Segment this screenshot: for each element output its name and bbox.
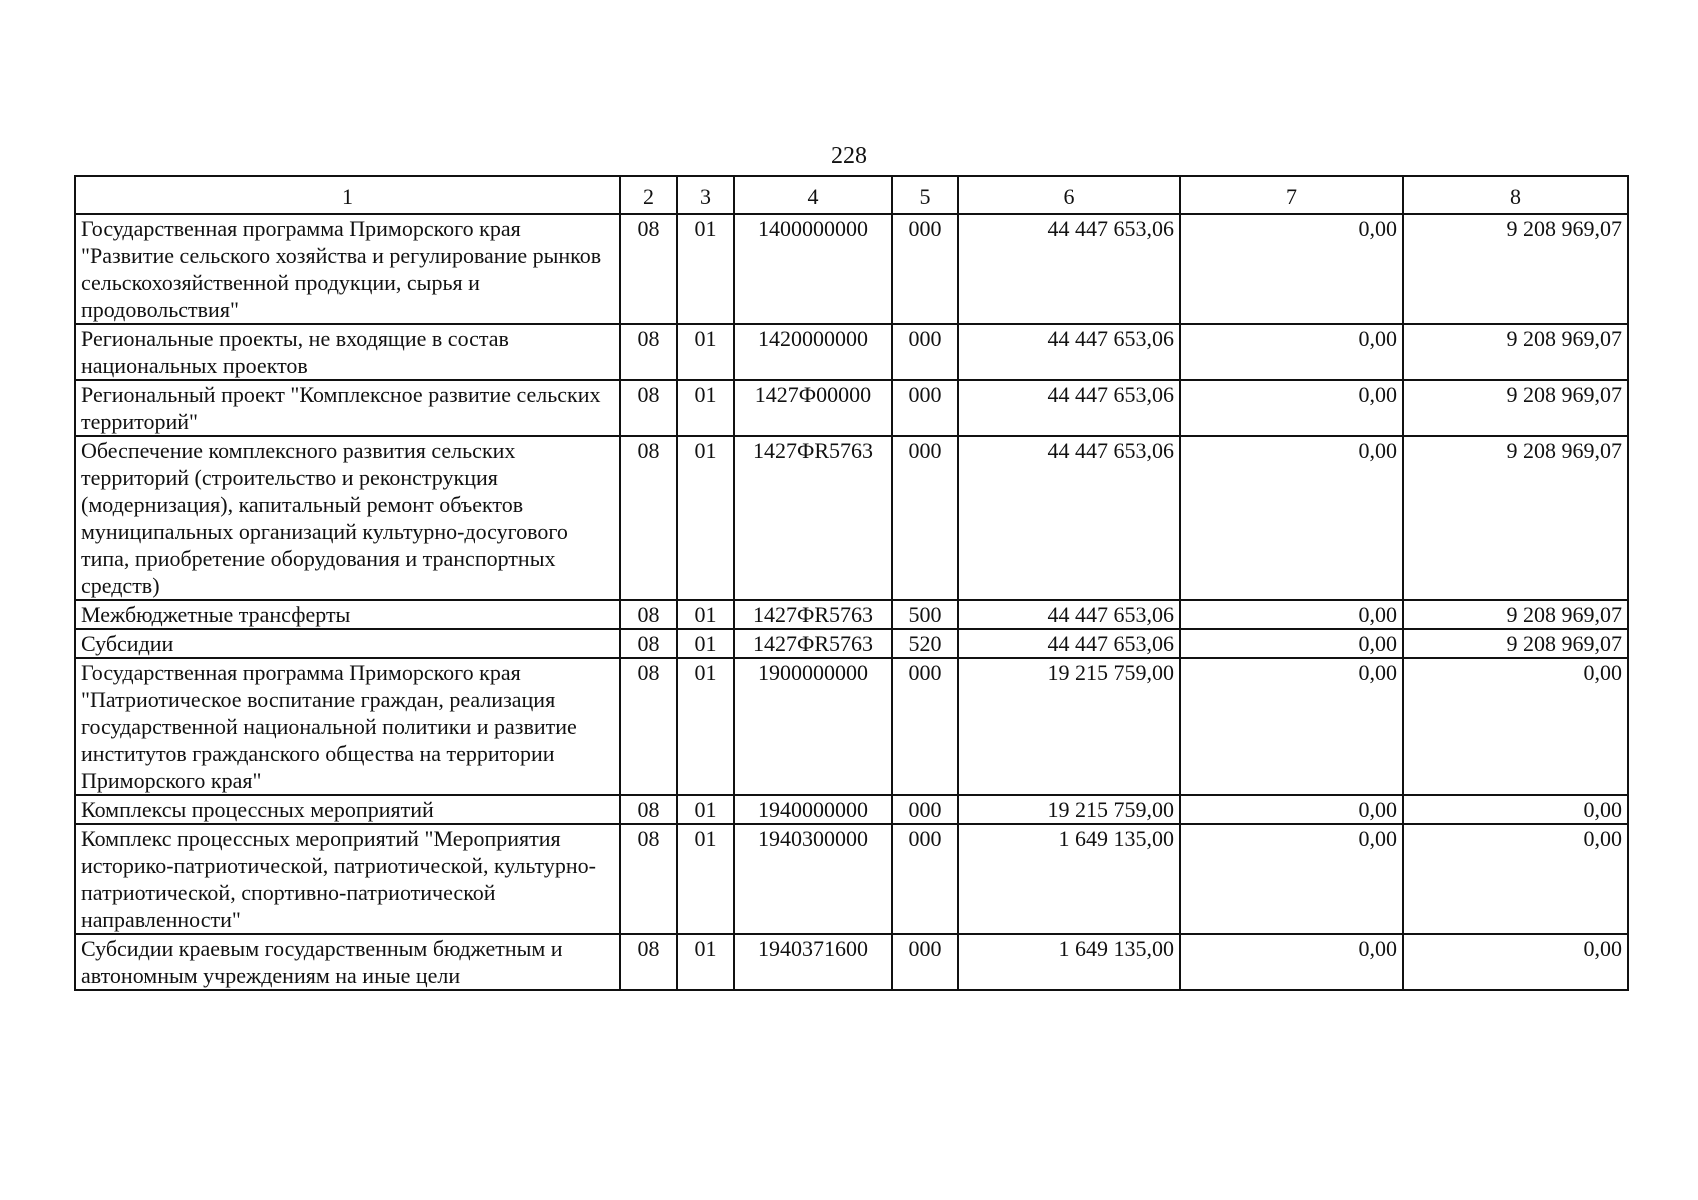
column-header: 5 bbox=[892, 176, 958, 214]
amount-cell-6: 19 215 759,00 bbox=[958, 658, 1180, 795]
subsection-code-cell: 01 bbox=[677, 795, 734, 824]
row-name-cell: Комплекс процессных мероприятий "Мероприятия историко-патриотической, патриотической, культурно-патриотической, спортивно-патриотической направленности" bbox=[75, 824, 620, 934]
amount-cell-6: 44 447 653,06 bbox=[958, 436, 1180, 600]
amount-cell-8: 9 208 969,07 bbox=[1403, 629, 1628, 658]
expense-type-cell: 000 bbox=[892, 934, 958, 990]
amount-cell-6: 19 215 759,00 bbox=[958, 795, 1180, 824]
table-row bbox=[75, 824, 1628, 934]
amount-cell-6: 44 447 653,06 bbox=[958, 600, 1180, 629]
amount-cell-8: 0,00 bbox=[1403, 934, 1628, 990]
expense-type-cell: 000 bbox=[892, 824, 958, 934]
subsection-code-cell: 01 bbox=[677, 629, 734, 658]
table-row bbox=[75, 324, 1628, 380]
amount-cell-7: 0,00 bbox=[1180, 324, 1403, 380]
amount-cell-7: 0,00 bbox=[1180, 658, 1403, 795]
amount-cell-6: 44 447 653,06 bbox=[958, 324, 1180, 380]
row-name-cell: Региональный проект "Комплексное развитие сельских территорий" bbox=[75, 380, 620, 436]
amount-cell-8: 9 208 969,07 bbox=[1403, 600, 1628, 629]
target-article-cell: 1420000000 bbox=[734, 324, 892, 380]
amount-cell-6: 44 447 653,06 bbox=[958, 380, 1180, 436]
amount-cell-8: 0,00 bbox=[1403, 824, 1628, 934]
subsection-code-cell: 01 bbox=[677, 934, 734, 990]
row-name-cell: Субсидии краевым государственным бюджетным и автономным учреждениям на иные цели bbox=[75, 934, 620, 990]
amount-cell-7: 0,00 bbox=[1180, 795, 1403, 824]
amount-cell-7: 0,00 bbox=[1180, 214, 1403, 324]
table-row bbox=[75, 629, 1628, 658]
row-name-cell: Региональные проекты, не входящие в состав национальных проектов bbox=[75, 324, 620, 380]
row-name-cell: Комплексы процессных мероприятий bbox=[75, 795, 620, 824]
target-article-cell: 1940300000 bbox=[734, 824, 892, 934]
subsection-code-cell: 01 bbox=[677, 658, 734, 795]
row-name-cell: Государственная программа Приморского края "Патриотическое воспитание граждан, реализация государственной национальной политики и развитие институтов гражданского общества на территории Приморского края" bbox=[75, 658, 620, 795]
section-code-cell: 08 bbox=[620, 436, 677, 600]
target-article-cell: 1900000000 bbox=[734, 658, 892, 795]
column-header: 2 bbox=[620, 176, 677, 214]
row-name-cell: Обеспечение комплексного развития сельских территорий (строительство и реконструкция (модернизация), капитальный ремонт объектов муниципальных организаций культурно-досугового типа, приобретение оборудования и транспортных средств) bbox=[75, 436, 620, 600]
expense-type-cell: 000 bbox=[892, 380, 958, 436]
column-header: 3 bbox=[677, 176, 734, 214]
table-body bbox=[75, 214, 1628, 990]
table-row bbox=[75, 436, 1628, 600]
subsection-code-cell: 01 bbox=[677, 824, 734, 934]
column-header: 6 bbox=[958, 176, 1180, 214]
amount-cell-6: 44 447 653,06 bbox=[958, 214, 1180, 324]
column-header: 1 bbox=[75, 176, 620, 214]
amount-cell-6: 1 649 135,00 bbox=[958, 824, 1180, 934]
target-article-cell: 1427ФR5763 bbox=[734, 600, 892, 629]
amount-cell-8: 9 208 969,07 bbox=[1403, 324, 1628, 380]
section-code-cell: 08 bbox=[620, 824, 677, 934]
budget-table bbox=[74, 175, 1629, 991]
target-article-cell: 1427Ф00000 bbox=[734, 380, 892, 436]
table-row bbox=[75, 600, 1628, 629]
target-article-cell: 1400000000 bbox=[734, 214, 892, 324]
amount-cell-6: 1 649 135,00 bbox=[958, 934, 1180, 990]
row-name-cell: Межбюджетные трансферты bbox=[75, 600, 620, 629]
amount-cell-7: 0,00 bbox=[1180, 824, 1403, 934]
section-code-cell: 08 bbox=[620, 600, 677, 629]
target-article-cell: 1427ФR5763 bbox=[734, 436, 892, 600]
amount-cell-8: 9 208 969,07 bbox=[1403, 436, 1628, 600]
section-code-cell: 08 bbox=[620, 629, 677, 658]
amount-cell-8: 9 208 969,07 bbox=[1403, 214, 1628, 324]
table-row bbox=[75, 214, 1628, 324]
header-row bbox=[75, 176, 1628, 214]
subsection-code-cell: 01 bbox=[677, 214, 734, 324]
page-number: 228 bbox=[831, 143, 867, 169]
table-row bbox=[75, 380, 1628, 436]
amount-cell-7: 0,00 bbox=[1180, 600, 1403, 629]
subsection-code-cell: 01 bbox=[677, 436, 734, 600]
section-code-cell: 08 bbox=[620, 214, 677, 324]
table-row bbox=[75, 934, 1628, 990]
amount-cell-8: 0,00 bbox=[1403, 658, 1628, 795]
expense-type-cell: 000 bbox=[892, 324, 958, 380]
section-code-cell: 08 bbox=[620, 934, 677, 990]
section-code-cell: 08 bbox=[620, 324, 677, 380]
expense-type-cell: 000 bbox=[892, 795, 958, 824]
target-article-cell: 1940000000 bbox=[734, 795, 892, 824]
subsection-code-cell: 01 bbox=[677, 380, 734, 436]
amount-cell-6: 44 447 653,06 bbox=[958, 629, 1180, 658]
column-header: 4 bbox=[734, 176, 892, 214]
column-header: 7 bbox=[1180, 176, 1403, 214]
amount-cell-7: 0,00 bbox=[1180, 629, 1403, 658]
subsection-code-cell: 01 bbox=[677, 324, 734, 380]
target-article-cell: 1427ФR5763 bbox=[734, 629, 892, 658]
amount-cell-7: 0,00 bbox=[1180, 436, 1403, 600]
subsection-code-cell: 01 bbox=[677, 600, 734, 629]
row-name-cell: Государственная программа Приморского края "Развитие сельского хозяйства и регулирование рынков сельскохозяйственной продукции, сырья и продовольствия" bbox=[75, 214, 620, 324]
expense-type-cell: 520 bbox=[892, 629, 958, 658]
expense-type-cell: 000 bbox=[892, 658, 958, 795]
section-code-cell: 08 bbox=[620, 795, 677, 824]
amount-cell-8: 0,00 bbox=[1403, 795, 1628, 824]
row-name-cell: Субсидии bbox=[75, 629, 620, 658]
table-row bbox=[75, 658, 1628, 795]
section-code-cell: 08 bbox=[620, 380, 677, 436]
section-code-cell: 08 bbox=[620, 658, 677, 795]
table-row bbox=[75, 795, 1628, 824]
amount-cell-7: 0,00 bbox=[1180, 934, 1403, 990]
column-header: 8 bbox=[1403, 176, 1628, 214]
amount-cell-7: 0,00 bbox=[1180, 380, 1403, 436]
expense-type-cell: 000 bbox=[892, 214, 958, 324]
target-article-cell: 1940371600 bbox=[734, 934, 892, 990]
amount-cell-8: 9 208 969,07 bbox=[1403, 380, 1628, 436]
expense-type-cell: 500 bbox=[892, 600, 958, 629]
expense-type-cell: 000 bbox=[892, 436, 958, 600]
